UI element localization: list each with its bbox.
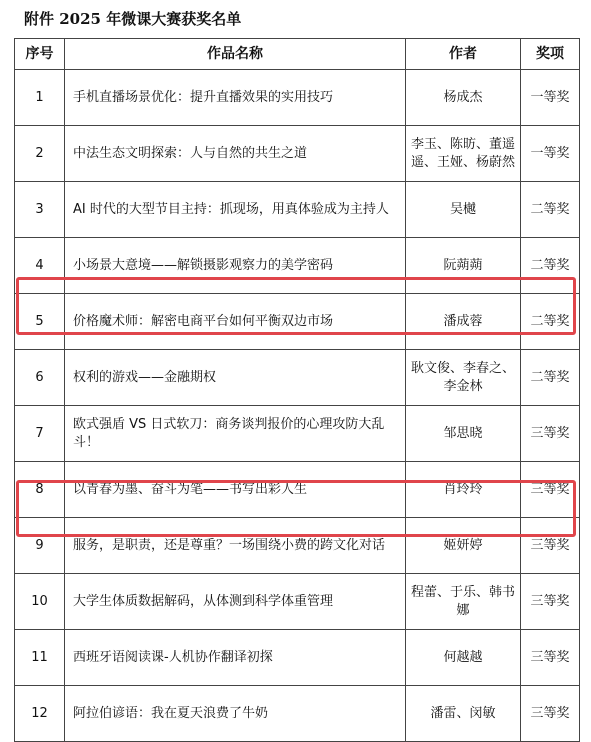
cell-title: 欧式强盾 VS 日式软刀：商务谈判报价的心理攻防大乱斗！ — [65, 406, 406, 462]
cell-award: 三等奖 — [521, 518, 580, 574]
cell-no: 9 — [15, 518, 65, 574]
cell-author: 吴樾 — [406, 182, 521, 238]
cell-no: 12 — [15, 686, 65, 742]
header-author: 作者 — [406, 39, 521, 70]
cell-award: 三等奖 — [521, 574, 580, 630]
cell-author: 程蕾、于乐、韩书娜 — [406, 574, 521, 630]
cell-no: 2 — [15, 126, 65, 182]
cell-author: 耿文俊、李春之、李金林 — [406, 350, 521, 406]
table-row — [15, 182, 580, 238]
cell-author: 肖玲玲 — [406, 462, 521, 518]
cell-no: 3 — [15, 182, 65, 238]
cell-title: 大学生体质数据解码，从体测到科学体重管理 — [65, 574, 406, 630]
table-body — [15, 70, 580, 742]
header-no: 序号 — [15, 39, 65, 70]
cell-no: 11 — [15, 630, 65, 686]
table-row — [15, 350, 580, 406]
cell-author: 杨成杰 — [406, 70, 521, 126]
cell-award: 二等奖 — [521, 238, 580, 294]
header-title: 作品名称 — [65, 39, 406, 70]
cell-title: 权利的游戏——金融期权 — [65, 350, 406, 406]
cell-title: 以青春为墨、奋斗为笔——书写出彩人生 — [65, 462, 406, 518]
cell-award: 三等奖 — [521, 686, 580, 742]
cell-author: 姬妍婷 — [406, 518, 521, 574]
cell-title: 西班牙语阅读课-人机协作翻译初探 — [65, 630, 406, 686]
award-table — [14, 38, 580, 742]
table-row — [15, 462, 580, 518]
header-award: 奖项 — [521, 39, 580, 70]
cell-award: 三等奖 — [521, 630, 580, 686]
cell-award: 二等奖 — [521, 350, 580, 406]
cell-title: 阿拉伯谚语：我在夏天浪费了牛奶 — [65, 686, 406, 742]
cell-no: 5 — [15, 294, 65, 350]
cell-author: 李玉、陈昉、董遥遥、王娅、杨蔚然 — [406, 126, 521, 182]
cell-author: 潘雷、闵敏 — [406, 686, 521, 742]
cell-no: 8 — [15, 462, 65, 518]
page-title: 附件 2025 年微课大赛获奖名单 — [24, 10, 242, 28]
cell-title: 价格魔术师：解密电商平台如何平衡双边市场 — [65, 294, 406, 350]
cell-award: 三等奖 — [521, 462, 580, 518]
cell-no: 10 — [15, 574, 65, 630]
cell-author: 潘成蓉 — [406, 294, 521, 350]
cell-award: 二等奖 — [521, 294, 580, 350]
table-row — [15, 518, 580, 574]
table-row — [15, 630, 580, 686]
cell-award: 一等奖 — [521, 126, 580, 182]
table-row — [15, 70, 580, 126]
table-row — [15, 126, 580, 182]
cell-author: 何越越 — [406, 630, 521, 686]
cell-author: 邹思晓 — [406, 406, 521, 462]
cell-title: AI 时代的大型节目主持：抓现场，用真体验成为主持人 — [65, 182, 406, 238]
table-row — [15, 294, 580, 350]
table-row — [15, 238, 580, 294]
table-row — [15, 574, 580, 630]
cell-title: 手机直播场景优化：提升直播效果的实用技巧 — [65, 70, 406, 126]
cell-no: 4 — [15, 238, 65, 294]
cell-title: 小场景大意境——解锁摄影观察力的美学密码 — [65, 238, 406, 294]
cell-no: 7 — [15, 406, 65, 462]
cell-award: 三等奖 — [521, 406, 580, 462]
cell-no: 6 — [15, 350, 65, 406]
cell-title: 中法生态文明探索：人与自然的共生之道 — [65, 126, 406, 182]
table-row — [15, 406, 580, 462]
cell-award: 一等奖 — [521, 70, 580, 126]
cell-title: 服务，是职责，还是尊重？一场围绕小费的跨文化对话 — [65, 518, 406, 574]
cell-no: 1 — [15, 70, 65, 126]
cell-author: 阮蒴蒴 — [406, 238, 521, 294]
table-header-row — [15, 39, 580, 70]
cell-award: 二等奖 — [521, 182, 580, 238]
